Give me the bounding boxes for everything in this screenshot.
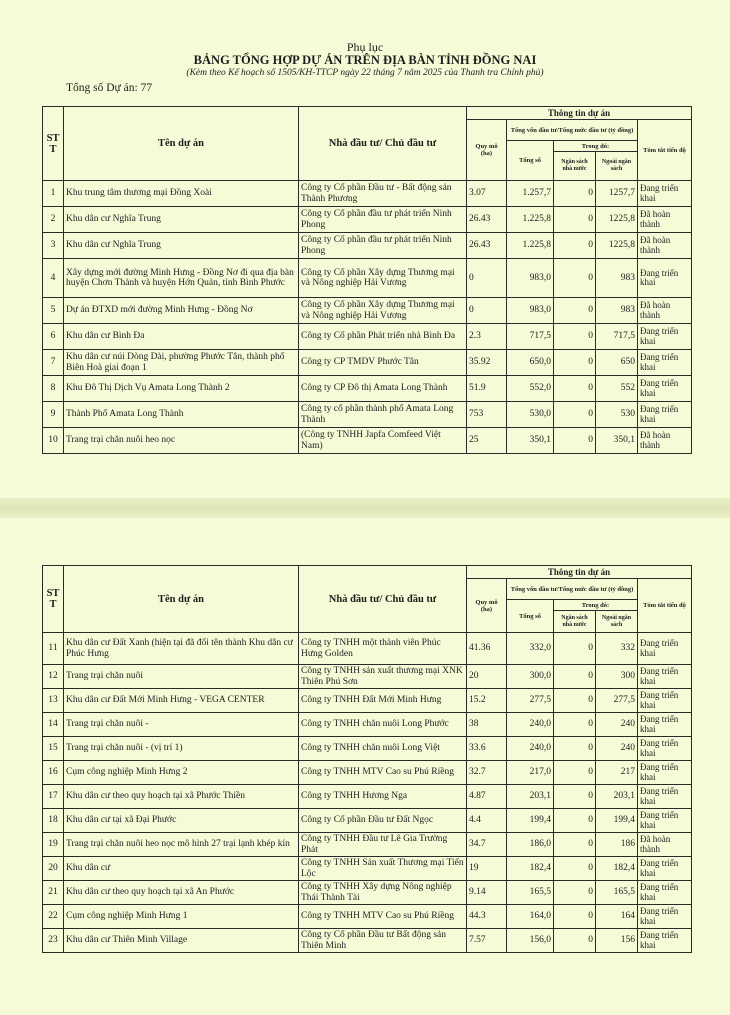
row-project-name: Trang trại chăn nuôi heo nọc mô hình 27 trại lạnh khép kín (64, 833, 299, 857)
col-state-budget: Ngân sách nhà nước (554, 611, 596, 633)
row-investor: Công ty TNHH chăn nuôi Long Phước (299, 713, 467, 737)
row-state-budget: 0 (554, 833, 596, 857)
row-scale: 51.9 (467, 376, 507, 402)
table-row (43, 181, 692, 207)
row-non-state-budget: 300 (596, 665, 638, 689)
row-non-state-budget: 199,4 (596, 809, 638, 833)
row-non-state-budget: 186 (596, 833, 638, 857)
row-stt: 16 (43, 761, 64, 785)
row-non-state-budget: 182,4 (596, 857, 638, 881)
row-status: Đã hoàn thành (638, 833, 692, 857)
row-investor: Công ty cổ phần thành phố Amata Long Thành (299, 402, 467, 428)
row-non-state-budget: 1257,7 (596, 181, 638, 207)
row-state-budget: 0 (554, 761, 596, 785)
row-scale: 34.7 (467, 833, 507, 857)
row-stt: 21 (43, 881, 64, 905)
row-investor: Công ty TNHH chăn nuôi Long Việt (299, 737, 467, 761)
row-status: Đang triển khai (638, 350, 692, 376)
table-row (43, 761, 692, 785)
row-non-state-budget: 203,1 (596, 785, 638, 809)
row-stt: 17 (43, 785, 64, 809)
row-state-budget: 0 (554, 428, 596, 454)
col-scale: Quy mô (ha) (467, 120, 507, 181)
row-scale: 32.7 (467, 761, 507, 785)
row-total-capital: 300,0 (507, 665, 554, 689)
row-non-state-budget: 983 (596, 259, 638, 298)
table-row (43, 324, 692, 350)
row-scale: 44.3 (467, 905, 507, 929)
row-status: Đang triển khai (638, 881, 692, 905)
row-project-name: Cụm công nghiệp Minh Hưng 2 (64, 761, 299, 785)
row-total-capital: 717,5 (507, 324, 554, 350)
row-non-state-budget: 650 (596, 350, 638, 376)
row-stt: 12 (43, 665, 64, 689)
row-stt: 5 (43, 298, 64, 324)
project-table-1 (42, 106, 692, 454)
table-row (43, 665, 692, 689)
row-stt: 7 (43, 350, 64, 376)
row-scale: 3.07 (467, 181, 507, 207)
row-stt: 15 (43, 737, 64, 761)
row-investor: (Công ty TNHH Japfa Comfeed Việt Nam) (299, 428, 467, 454)
row-status: Đang triển khai (638, 376, 692, 402)
row-total-capital: 240,0 (507, 713, 554, 737)
row-investor: Công ty Cổ phần Xây dựng Thương mại và Nông nghiệp Hải Vương (299, 259, 467, 298)
document-page-1 (0, 0, 730, 498)
row-scale: 7.57 (467, 929, 507, 953)
row-stt: 8 (43, 376, 64, 402)
col-investor: Nhà đầu tư/ Chủ đầu tư (299, 107, 467, 181)
row-project-name: Khu dân cư theo quy hoạch tại xã Phước Thiền (64, 785, 299, 809)
col-state-budget: Ngân sách nhà nước (554, 152, 596, 181)
row-status: Đã hoàn thành (638, 233, 692, 259)
row-stt: 14 (43, 713, 64, 737)
row-non-state-budget: 332 (596, 633, 638, 665)
appendix-label: Phụ lục (346, 40, 384, 54)
row-investor: Công ty Cổ phần đầu tư phát triển Ninh Phong (299, 233, 467, 259)
row-non-state-budget: 156 (596, 929, 638, 953)
row-stt: 4 (43, 259, 64, 298)
row-project-name: Khu Đô Thị Dịch Vụ Amata Long Thành 2 (64, 376, 299, 402)
row-investor: Công ty TNHH Sản xuất Thương mại Tiến Lộc (299, 857, 467, 881)
row-state-budget: 0 (554, 905, 596, 929)
row-status: Đang triển khai (638, 929, 692, 953)
row-project-name: Xây dựng mới đường Minh Hưng - Đồng Nơ đi qua địa bàn huyện Chơn Thành và huyện Hớn Quản, tỉnh Bình Phước (64, 259, 299, 298)
row-state-budget: 0 (554, 809, 596, 833)
row-scale: 0 (467, 259, 507, 298)
row-non-state-budget: 983 (596, 298, 638, 324)
row-project-name: Khu dân cư Nghĩa Trung (64, 207, 299, 233)
table-row (43, 350, 692, 376)
row-total-capital: 203,1 (507, 785, 554, 809)
row-state-budget: 0 (554, 737, 596, 761)
row-project-name: Khu dân cư (64, 857, 299, 881)
row-state-budget: 0 (554, 350, 596, 376)
col-capital: Tổng vốn đầu tư/Tổng mức đầu tư (tỷ đồng) (507, 120, 638, 141)
row-state-budget: 0 (554, 233, 596, 259)
row-scale: 33.6 (467, 737, 507, 761)
row-non-state-budget: 717,5 (596, 324, 638, 350)
row-non-state-budget: 277,5 (596, 689, 638, 713)
row-scale: 25 (467, 428, 507, 454)
table-row (43, 905, 692, 929)
row-status: Đang triển khai (638, 402, 692, 428)
row-state-budget: 0 (554, 857, 596, 881)
row-project-name: Khu dân cư tại xã Đại Phước (64, 809, 299, 833)
row-state-budget: 0 (554, 929, 596, 953)
table-row (43, 633, 692, 665)
row-scale: 4.4 (467, 809, 507, 833)
col-info: Thông tin dự án (467, 566, 692, 579)
row-status: Đang triển khai (638, 785, 692, 809)
table-row (43, 689, 692, 713)
table-row (43, 809, 692, 833)
row-investor: Công ty Cổ phần đầu tư phát triển Ninh Phong (299, 207, 467, 233)
row-stt: 3 (43, 233, 64, 259)
col-name: Tên dự án (64, 566, 299, 633)
row-status: Đang triển khai (638, 713, 692, 737)
row-project-name: Trang trại chăn nuôi - (vị trí 1) (64, 737, 299, 761)
row-project-name: Khu trung tâm thương mại Đồng Xoài (64, 181, 299, 207)
row-state-budget: 0 (554, 207, 596, 233)
row-state-budget: 0 (554, 785, 596, 809)
row-stt: 9 (43, 402, 64, 428)
row-stt: 18 (43, 809, 64, 833)
row-scale: 20 (467, 665, 507, 689)
row-status: Đang triển khai (638, 324, 692, 350)
row-project-name: Khu dân cư Bình Đa (64, 324, 299, 350)
col-of-which: Trong đó: (554, 600, 638, 611)
row-status: Đang triển khai (638, 665, 692, 689)
col-info: Thông tin dự án (467, 107, 692, 120)
document-title: BẢNG TỔNG HỢP DỰ ÁN TRÊN ĐỊA BÀN TỈNH ĐỒNG NAI (193, 53, 537, 67)
row-status: Đang triển khai (638, 689, 692, 713)
row-project-name: Khu dân cư Nghĩa Trung (64, 233, 299, 259)
col-stt: ST T (43, 107, 64, 181)
row-state-budget: 0 (554, 665, 596, 689)
col-scale: Quy mô (ha) (467, 579, 507, 633)
row-status: Đã hoàn thành (638, 428, 692, 454)
row-project-name: Khu dân cư Đất Mới Minh Hưng - VEGA CENTER (64, 689, 299, 713)
col-stt: ST T (43, 566, 64, 633)
row-status: Đang triển khai (638, 905, 692, 929)
row-stt: 19 (43, 833, 64, 857)
row-total-capital: 983,0 (507, 259, 554, 298)
col-total: Tổng số (507, 600, 554, 633)
row-non-state-budget: 240 (596, 737, 638, 761)
row-status: Đang triển khai (638, 809, 692, 833)
row-stt: 6 (43, 324, 64, 350)
document-subtitle: (Kèm theo Kế hoạch số 1505/KH-TTCP ngày 22 tháng 7 năm 2025 của Thanh tra Chính phủ) (186, 68, 544, 78)
col-non-state: Ngoài ngân sách (596, 611, 638, 633)
col-investor: Nhà đầu tư/ Chủ đầu tư (299, 566, 467, 633)
row-investor: Công ty Cổ phần Đầu tư Bất động sản Thiên Minh (299, 929, 467, 953)
row-investor: Công ty Cổ phần Đầu tư - Bất động sản Thành Phương (299, 181, 467, 207)
table-row (43, 833, 692, 857)
row-total-capital: 350,1 (507, 428, 554, 454)
row-state-budget: 0 (554, 689, 596, 713)
row-scale: 4.87 (467, 785, 507, 809)
row-state-budget: 0 (554, 881, 596, 905)
row-investor: Công ty Cổ phần Đầu tư Đất Ngọc (299, 809, 467, 833)
row-stt: 10 (43, 428, 64, 454)
row-total-capital: 277,5 (507, 689, 554, 713)
row-stt: 22 (43, 905, 64, 929)
row-status: Đang triển khai (638, 761, 692, 785)
table-row (43, 298, 692, 324)
row-total-capital: 983,0 (507, 298, 554, 324)
row-state-budget: 0 (554, 633, 596, 665)
row-total-capital: 552,0 (507, 376, 554, 402)
row-stt: 20 (43, 857, 64, 881)
row-stt: 2 (43, 207, 64, 233)
row-scale: 26.43 (467, 207, 507, 233)
row-non-state-budget: 164 (596, 905, 638, 929)
row-scale: 2.3 (467, 324, 507, 350)
row-stt: 11 (43, 633, 64, 665)
row-non-state-budget: 350,1 (596, 428, 638, 454)
row-project-name: Dự án ĐTXD mới đường Minh Hưng - Đồng Nơ (64, 298, 299, 324)
row-project-name: Khu dân cư Đất Xanh (hiện tại đã đổi tên thành Khu dân cư Phúc Hưng (64, 633, 299, 665)
row-state-budget: 0 (554, 713, 596, 737)
table-row (43, 233, 692, 259)
table-row (43, 785, 692, 809)
table-row (43, 929, 692, 953)
document-page-2 (0, 518, 730, 1015)
table-row (43, 737, 692, 761)
col-non-state: Ngoài ngân sách (596, 152, 638, 181)
row-stt: 13 (43, 689, 64, 713)
table-row (43, 881, 692, 905)
row-scale: 9.14 (467, 881, 507, 905)
row-scale: 19 (467, 857, 507, 881)
col-capital: Tổng vốn đầu tư/Tổng mức đầu tư (tỷ đồng) (507, 579, 638, 600)
row-scale: 35.92 (467, 350, 507, 376)
row-non-state-budget: 552 (596, 376, 638, 402)
row-investor: Công ty Cổ phần Phát triển nhà Bình Đa (299, 324, 467, 350)
row-total-capital: 1.257,7 (507, 181, 554, 207)
row-investor: Công ty TNHH một thành viên Phúc Hưng Golden (299, 633, 467, 665)
row-total-capital: 1.225,8 (507, 233, 554, 259)
row-total-capital: 199,4 (507, 809, 554, 833)
row-state-budget: 0 (554, 298, 596, 324)
row-total-capital: 1.225,8 (507, 207, 554, 233)
row-state-budget: 0 (554, 376, 596, 402)
page-separator (0, 498, 730, 518)
table-row (43, 402, 692, 428)
row-scale: 26.43 (467, 233, 507, 259)
row-project-name: Khu dân cư theo quy hoạch tại xã An Phước (64, 881, 299, 905)
row-total-capital: 530,0 (507, 402, 554, 428)
row-state-budget: 0 (554, 324, 596, 350)
row-total-capital: 182,4 (507, 857, 554, 881)
row-project-name: Trang trại chăn nuôi heo nọc (64, 428, 299, 454)
row-investor: Công ty TNHH sản xuất thương mại XNK Thiên Phú Sơn (299, 665, 467, 689)
row-investor: Công ty TNHH Hương Nga (299, 785, 467, 809)
col-total: Tổng số (507, 141, 554, 181)
row-project-name: Khu dân cư Thiên Minh Village (64, 929, 299, 953)
row-non-state-budget: 1225,8 (596, 207, 638, 233)
row-total-capital: 650,0 (507, 350, 554, 376)
project-table-2 (42, 565, 692, 953)
row-state-budget: 0 (554, 402, 596, 428)
row-scale: 753 (467, 402, 507, 428)
row-total-capital: 332,0 (507, 633, 554, 665)
row-investor: Công ty CP TMDV Phước Tân (299, 350, 467, 376)
row-stt: 1 (43, 181, 64, 207)
col-progress: Tóm tắt tiến độ (638, 579, 692, 633)
row-total-capital: 186,0 (507, 833, 554, 857)
row-investor: Công ty TNHH Đất Mới Minh Hưng (299, 689, 467, 713)
col-of-which: Trong đó: (554, 141, 638, 152)
table-row (43, 713, 692, 737)
row-investor: Công ty TNHH MTV Cao su Phú Riềng (299, 761, 467, 785)
row-investor: Công ty TNHH Xây dựng Nông nghiệp Thái Thành Tài (299, 881, 467, 905)
row-total-capital: 164,0 (507, 905, 554, 929)
row-scale: 38 (467, 713, 507, 737)
row-total-capital: 240,0 (507, 737, 554, 761)
row-project-name: Thành Phố Amata Long Thành (64, 402, 299, 428)
table-row (43, 376, 692, 402)
row-stt: 23 (43, 929, 64, 953)
row-status: Đang triển khai (638, 857, 692, 881)
row-total-capital: 165,5 (507, 881, 554, 905)
row-status: Đang triển khai (638, 737, 692, 761)
row-non-state-budget: 530 (596, 402, 638, 428)
row-project-name: Trang trại chăn nuôi (64, 665, 299, 689)
col-name: Tên dự án (64, 107, 299, 181)
row-non-state-budget: 165,5 (596, 881, 638, 905)
row-scale: 0 (467, 298, 507, 324)
row-non-state-budget: 240 (596, 713, 638, 737)
total-projects: Tổng số Dự án: 77 (66, 82, 153, 94)
row-status: Đang triển khai (638, 259, 692, 298)
table-row (43, 857, 692, 881)
row-non-state-budget: 1225,8 (596, 233, 638, 259)
row-scale: 41.36 (467, 633, 507, 665)
table-row (43, 207, 692, 233)
row-status: Đã hoàn thành (638, 298, 692, 324)
row-investor: Công ty TNHH MTV Cao su Phú Riềng (299, 905, 467, 929)
row-project-name: Khu dân cư núi Dòng Dài, phường Phước Tân, thành phố Biên Hoà giai đoạn 1 (64, 350, 299, 376)
row-status: Đang triển khai (638, 181, 692, 207)
table-row (43, 428, 692, 454)
row-total-capital: 217,0 (507, 761, 554, 785)
row-non-state-budget: 217 (596, 761, 638, 785)
row-status: Đã hoàn thành (638, 207, 692, 233)
row-investor: Công ty TNHH Đầu tư Lê Gia Trường Phát (299, 833, 467, 857)
row-status: Đang triển khai (638, 633, 692, 665)
row-investor: Công ty CP Đô thị Amata Long Thành (299, 376, 467, 402)
row-project-name: Trang trại chăn nuôi - (64, 713, 299, 737)
row-project-name: Cụm công nghiệp Minh Hưng 1 (64, 905, 299, 929)
row-state-budget: 0 (554, 181, 596, 207)
row-investor: Công ty Cổ phần Xây dựng Thương mại và Nông nghiệp Hải Vương (299, 298, 467, 324)
row-state-budget: 0 (554, 259, 596, 298)
col-progress: Tóm tắt tiến độ (638, 120, 692, 181)
row-scale: 15.2 (467, 689, 507, 713)
row-total-capital: 156,0 (507, 929, 554, 953)
table-row (43, 259, 692, 298)
